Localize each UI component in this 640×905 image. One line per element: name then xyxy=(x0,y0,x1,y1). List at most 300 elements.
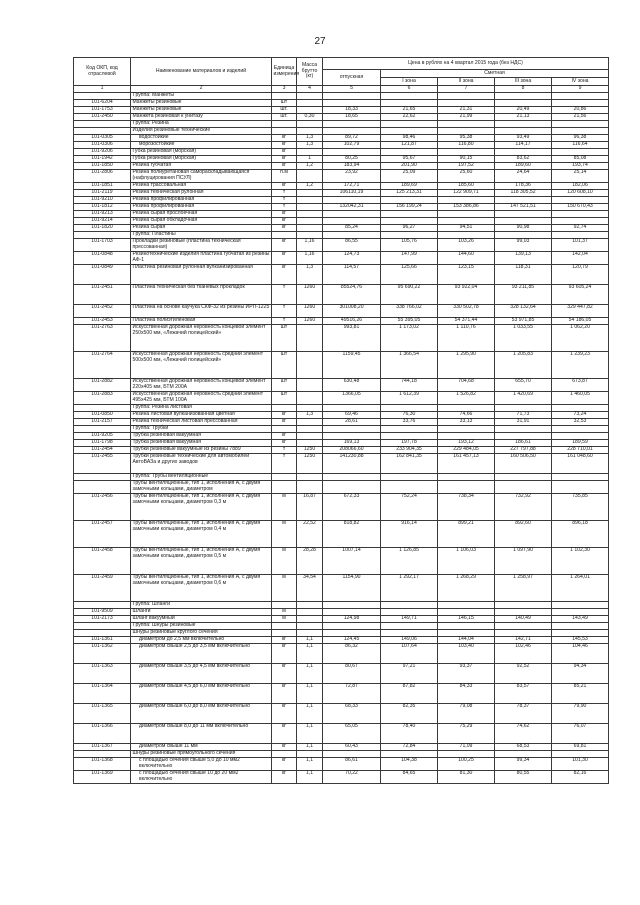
item-code: 101-1753 xyxy=(74,107,131,114)
price-wholesale: 80,25 xyxy=(323,156,381,163)
header-estimate: Сметная xyxy=(381,70,609,78)
item-name: Резина профилированная xyxy=(131,204,272,211)
item-unit: шт xyxy=(272,392,297,405)
price-zone-2 xyxy=(438,623,495,630)
item-unit: кг xyxy=(272,149,297,156)
price-zone-2: 75,29 xyxy=(438,724,495,744)
price-zone-1: 147,99 xyxy=(381,252,438,265)
item-unit: кг xyxy=(272,265,297,285)
item-mass: 1,1 xyxy=(297,704,323,724)
price-zone-1: 98,46 xyxy=(381,135,438,142)
price-zone-4: 94,34 xyxy=(552,664,609,684)
item-mass xyxy=(297,379,323,392)
price-zone-4: 54 186,05 xyxy=(552,318,609,325)
item-name: Резина листовая вулканизованная цветная xyxy=(131,412,272,419)
item-name: Трубы вентиляционные, тип 1, исполнения А, с двумя замочными кольцами, диаметром 0,3 м xyxy=(131,494,272,521)
item-unit: т xyxy=(272,197,297,204)
item-code: 101-2455 xyxy=(74,454,131,474)
price-wholesale: 672,33 xyxy=(323,494,381,521)
item-mass xyxy=(297,426,323,433)
item-code: 101-9210 xyxy=(74,197,131,204)
item-name: Группа: Резина листовая xyxy=(131,405,272,412)
price-zone-3: 83,62 xyxy=(495,156,552,163)
price-zone-3: 93 211,85 xyxy=(495,285,552,305)
price-wholesale xyxy=(323,602,381,609)
price-zone-1: 105,76 xyxy=(381,239,438,252)
price-zone-2: 100,25 xyxy=(438,758,495,771)
price-zone-3 xyxy=(495,602,552,609)
price-zone-2: 144,60 xyxy=(438,252,495,265)
price-wholesale: 1366,05 xyxy=(323,392,381,405)
price-wholesale xyxy=(323,481,381,494)
item-mass: 1,1 xyxy=(297,724,323,744)
item-unit: м xyxy=(272,521,297,548)
item-code: 101-2173 xyxy=(74,616,131,623)
table-row xyxy=(74,265,609,285)
price-wholesale: 1154,90 xyxy=(323,575,381,602)
price-zone-4: 673,87 xyxy=(552,379,609,392)
item-unit: кг xyxy=(272,684,297,704)
item-code: 101-2806 xyxy=(74,170,131,183)
price-zone-4: 1 102,30 xyxy=(552,548,609,575)
price-zone-2: 197,52 xyxy=(438,163,495,170)
table-row xyxy=(74,704,609,724)
price-zone-1: 149,71 xyxy=(381,616,438,623)
price-zone-1: 22,62 xyxy=(381,114,438,121)
price-zone-4: 1 062,20 xyxy=(552,325,609,352)
item-name: Группа: Трубки xyxy=(131,426,272,433)
item-code: 101-2459 xyxy=(74,575,131,602)
item-code: 101-1942 xyxy=(74,156,131,163)
item-mass: 1,1 xyxy=(297,684,323,704)
price-zone-4 xyxy=(552,93,609,100)
col-num: 7 xyxy=(438,86,495,93)
price-zone-3 xyxy=(495,426,552,433)
price-zone-2: 1 110,76 xyxy=(438,325,495,352)
price-zone-4: 150 670,43 xyxy=(552,204,609,211)
price-zone-2: 330 502,78 xyxy=(438,305,495,318)
price-zone-4: 120 608,10 xyxy=(552,190,609,197)
price-zone-2: 116,80 xyxy=(438,142,495,149)
item-code xyxy=(74,474,131,481)
col-num: 8 xyxy=(495,86,552,93)
price-zone-1 xyxy=(381,481,438,494)
item-name: диаметром свыше 2,5 до 3,5 мм включительно xyxy=(131,644,272,664)
item-name: Трубы вентиляционные, тип 1, исполнения А, с двумя замочными кольцами, диаметром 0,4 м xyxy=(131,521,272,548)
item-code: 101-1369 xyxy=(74,771,131,784)
item-unit: шт xyxy=(272,352,297,379)
table-row xyxy=(74,644,609,664)
price-zone-1: 189,69 xyxy=(381,183,438,190)
price-zone-2: 74,66 xyxy=(438,412,495,419)
item-name: диаметром свыше 11 мм xyxy=(131,744,272,751)
price-wholesale: 106110,19 xyxy=(323,190,381,197)
item-code: 101-2452 xyxy=(74,305,131,318)
price-zone-3: 92,52 xyxy=(495,664,552,684)
item-code: 101-1361 xyxy=(74,637,131,644)
table-row xyxy=(74,481,609,494)
price-wholesale: 65,05 xyxy=(323,724,381,744)
price-zone-4: 79,90 xyxy=(552,704,609,724)
item-name: Манжеты резиновые xyxy=(131,100,272,107)
item-name: Шнуры резиновые прямоугольного сечения xyxy=(131,751,272,758)
price-zone-3: 78,37 xyxy=(495,704,552,724)
item-name: Группа: Шланги xyxy=(131,602,272,609)
item-unit: п.м xyxy=(272,170,297,183)
price-zone-4: 228 710,01 xyxy=(552,447,609,454)
price-zone-2: 1 526,82 xyxy=(438,392,495,405)
price-zone-3 xyxy=(495,121,552,128)
item-name: Трубка резиновая вакуумная xyxy=(131,433,272,440)
table-header xyxy=(74,58,609,93)
col-num: 6 xyxy=(381,86,438,93)
price-zone-4: 189,59 xyxy=(552,440,609,447)
price-zone-3: 160 506,50 xyxy=(495,454,552,474)
item-unit: т xyxy=(272,454,297,474)
price-zone-3: 1 258,97 xyxy=(495,575,552,602)
item-unit: шт xyxy=(272,325,297,352)
price-zone-4 xyxy=(552,426,609,433)
item-name: Губка резиновая (морская) xyxy=(131,156,272,163)
price-zone-4: 25,14 xyxy=(552,170,609,183)
price-zone-2: 95,38 xyxy=(438,135,495,142)
price-zone-1: 149,06 xyxy=(381,637,438,644)
item-mass: 1250 xyxy=(297,447,323,454)
item-code: 101-2764 xyxy=(74,352,131,379)
price-wholesale: 80,67 xyxy=(323,664,381,684)
item-name: диаметром свыше 3,5 до 4,5 мм включительно xyxy=(131,664,272,684)
price-zone-1 xyxy=(381,211,438,218)
item-code: 101-9214 xyxy=(74,218,131,225)
price-zone-4 xyxy=(552,121,609,128)
price-zone-1: 33,76 xyxy=(381,419,438,426)
item-code: 101-2157 xyxy=(74,419,131,426)
item-unit: кг xyxy=(272,252,297,265)
price-zone-4: 76,07 xyxy=(552,724,609,744)
item-mass: 1250 xyxy=(297,454,323,474)
price-zone-2: 33,13 xyxy=(438,419,495,426)
price-zone-2: 21,99 xyxy=(438,114,495,121)
item-mass xyxy=(297,170,323,183)
price-wholesale: 993,81 xyxy=(323,325,381,352)
table-row xyxy=(74,521,609,548)
price-zone-1: 95,67 xyxy=(381,156,438,163)
item-mass: 1,2 xyxy=(297,163,323,170)
item-code: 101-2451 xyxy=(74,285,131,305)
price-zone-1: 95 690,22 xyxy=(381,285,438,305)
header-price: Цена в рублях на 4 квартал 2015 года (без НДС) xyxy=(323,58,609,70)
item-mass xyxy=(297,218,323,225)
item-code: 101-9205 xyxy=(74,433,131,440)
price-zone-2: 71,09 xyxy=(438,744,495,751)
price-zone-4: 116,64 xyxy=(552,142,609,149)
header-zone-4: IV зона xyxy=(552,78,609,86)
item-code: 101-1850 xyxy=(74,163,131,170)
table-row xyxy=(74,325,609,352)
group-row xyxy=(74,602,609,609)
item-name: Искусственная дорожная неровность концевой элемент 250х500 мм, «Лежачий полицейский» xyxy=(131,325,272,352)
item-unit: кг xyxy=(272,135,297,142)
item-unit: м xyxy=(272,548,297,575)
table-row xyxy=(74,494,609,521)
price-zone-4: 1 460,05 xyxy=(552,392,609,405)
price-zone-3: 83,57 xyxy=(495,684,552,704)
price-zone-3: 140,49 xyxy=(495,616,552,623)
item-name: Пластина резиновая рулонная вулканизированная xyxy=(131,265,272,285)
item-mass: 1260 xyxy=(297,318,323,325)
price-zone-2: 123,15 xyxy=(438,265,495,285)
price-zone-3: 186,61 xyxy=(495,440,552,447)
price-wholesale: 60,43 xyxy=(323,744,381,751)
item-unit: кг xyxy=(272,433,297,440)
price-wholesale: 124,73 xyxy=(323,252,381,265)
item-unit: т xyxy=(272,305,297,318)
item-code: 101-2883 xyxy=(74,392,131,405)
item-mass: 1,2 xyxy=(297,183,323,190)
price-zone-1: 87,82 xyxy=(381,684,438,704)
item-code: 101-1367 xyxy=(74,744,131,751)
item-mass: 1,1 xyxy=(297,744,323,751)
price-zone-3: 21,13 xyxy=(495,114,552,121)
price-zone-3: 139,13 xyxy=(495,252,552,265)
item-unit: кг xyxy=(272,758,297,771)
price-wholesale xyxy=(323,121,381,128)
price-zone-3: 1 205,83 xyxy=(495,352,552,379)
price-zone-2: 1 268,29 xyxy=(438,575,495,602)
price-wholesale: 86,55 xyxy=(323,239,381,252)
price-table xyxy=(73,57,609,784)
item-name: Группа: Шнуры резиновые xyxy=(131,623,272,630)
price-zone-3 xyxy=(495,474,552,481)
col-num: 2 xyxy=(131,86,272,93)
item-name: Шнуры резиновые круглого сечения xyxy=(131,630,272,637)
price-zone-4: 21,56 xyxy=(552,114,609,121)
item-unit: кг xyxy=(272,771,297,784)
item-code: 101-0848 xyxy=(74,252,131,265)
price-zone-2: 1 106,03 xyxy=(438,548,495,575)
price-wholesale: 28,61 xyxy=(323,419,381,426)
price-zone-2: 81,30 xyxy=(438,771,495,784)
item-name: Губка резиновая (морская) xyxy=(131,149,272,156)
item-unit: кг xyxy=(272,239,297,252)
table-row xyxy=(74,392,609,405)
price-zone-3: 90,98 xyxy=(495,225,552,232)
item-code: 101-1820 xyxy=(74,225,131,232)
price-zone-3: 328 132,64 xyxy=(495,305,552,318)
item-unit: кг xyxy=(272,419,297,426)
price-wholesale: 86,32 xyxy=(323,644,381,664)
price-zone-4: 142,04 xyxy=(552,252,609,265)
item-unit: кг xyxy=(272,724,297,744)
item-code: 101-2457 xyxy=(74,521,131,548)
item-name: Резина трассовальная xyxy=(131,183,272,190)
item-mass xyxy=(297,419,323,426)
item-mass xyxy=(297,616,323,623)
item-name: Группа: Манжеты xyxy=(131,93,272,100)
price-wholesale: 89,72 xyxy=(323,135,381,142)
price-zone-3: 732,92 xyxy=(495,494,552,521)
price-zone-3: 74,62 xyxy=(495,724,552,744)
price-wholesale xyxy=(323,474,381,481)
price-wholesale: 141230,88 xyxy=(323,454,381,474)
price-zone-1: 104,38 xyxy=(381,758,438,771)
price-wholesale: 85524,76 xyxy=(323,285,381,305)
table-row xyxy=(74,664,609,684)
item-code: 101-1812 xyxy=(74,204,131,211)
item-unit xyxy=(272,623,297,630)
table-row xyxy=(74,170,609,183)
price-wholesale xyxy=(323,211,381,218)
price-zone-1: 76,30 xyxy=(381,412,438,419)
price-wholesale: 49516,26 xyxy=(323,318,381,325)
price-zone-1: 744,18 xyxy=(381,379,438,392)
price-zone-1: 916,14 xyxy=(381,521,438,548)
item-unit: кг xyxy=(272,637,297,644)
item-mass xyxy=(297,474,323,481)
price-wholesale: 85,24 xyxy=(323,225,381,232)
item-code: 101-1798 xyxy=(74,440,131,447)
price-zone-4: 896,18 xyxy=(552,521,609,548)
price-zone-4: 193,74 xyxy=(552,163,609,170)
item-code: 101-2119 xyxy=(74,190,131,197)
item-code: 101-2882 xyxy=(74,379,131,392)
price-zone-2: 122 909,71 xyxy=(438,190,495,197)
header-wholesale: отпускная xyxy=(323,70,381,86)
price-wholesale: 132042,31 xyxy=(323,204,381,211)
price-zone-3: 68,53 xyxy=(495,744,552,751)
item-unit: кг xyxy=(272,440,297,447)
price-zone-1: 1 173,02 xyxy=(381,325,438,352)
price-zone-4: 1 239,23 xyxy=(552,352,609,379)
item-code: 101-9509 xyxy=(74,609,131,616)
price-zone-4: 120,79 xyxy=(552,265,609,285)
price-zone-1: 97,21 xyxy=(381,664,438,684)
item-unit: кг xyxy=(272,412,297,419)
item-name: Манжета резиновая к унитазу xyxy=(131,114,272,121)
price-zone-1: 1 612,39 xyxy=(381,392,438,405)
item-name: Группа: Пластины xyxy=(131,232,272,239)
item-unit xyxy=(272,481,297,494)
price-zone-1 xyxy=(381,93,438,100)
price-wholesale: 70,22 xyxy=(323,771,381,784)
price-zone-2: 1 295,90 xyxy=(438,352,495,379)
price-zone-4: 85,08 xyxy=(552,156,609,163)
item-name: Трубы вентиляционные, тип 1, исполнения А, с двумя замочными кольцами, диаметром 0,6 м xyxy=(131,575,272,602)
item-code: 101-2450 xyxy=(74,114,131,121)
header-zone-1: I зона xyxy=(381,78,438,86)
table-row xyxy=(74,575,609,602)
item-name: Шланги xyxy=(131,609,272,616)
price-wholesale: 172,71 xyxy=(323,183,381,190)
header-zone-3: III зона xyxy=(495,78,552,86)
table-row xyxy=(74,305,609,318)
price-zone-4: 73,24 xyxy=(552,412,609,419)
table-row xyxy=(74,724,609,744)
price-zone-2 xyxy=(438,426,495,433)
price-zone-2: 704,68 xyxy=(438,379,495,392)
item-mass: 1,3 xyxy=(297,265,323,285)
item-unit: т xyxy=(272,190,297,197)
item-unit: м xyxy=(272,494,297,521)
price-wholesale xyxy=(323,426,381,433)
item-unit: т xyxy=(272,318,297,325)
price-zone-2: 144,04 xyxy=(438,637,495,644)
item-mass xyxy=(297,623,323,630)
price-zone-3: 71,73 xyxy=(495,412,552,419)
price-zone-1: 55 395,05 xyxy=(381,318,438,325)
price-zone-2: 229 484,05 xyxy=(438,447,495,454)
item-code: 101-0849 xyxy=(74,265,131,285)
price-zone-2 xyxy=(438,602,495,609)
item-mass xyxy=(297,197,323,204)
header-name: Наименование материалов и изделий xyxy=(131,58,272,86)
price-zone-4 xyxy=(552,481,609,494)
item-code: 101-0306 xyxy=(74,142,131,149)
item-unit: кг xyxy=(272,664,297,684)
item-code: 101-2453 xyxy=(74,318,131,325)
price-zone-1: 82,35 xyxy=(381,704,438,724)
price-zone-4: 101,30 xyxy=(552,758,609,771)
price-zone-1 xyxy=(381,426,438,433)
item-name: диаметром свыше 6,0 до 8,0 мм включительно xyxy=(131,704,272,724)
item-mass: 1,1 xyxy=(297,644,323,664)
item-name: с площадью сечения свыше 10 до 20 мм2 включительно xyxy=(131,771,272,784)
price-zone-3: 178,36 xyxy=(495,183,552,190)
item-unit: кг xyxy=(272,183,297,190)
item-unit: м xyxy=(272,575,297,602)
price-wholesale: 114,57 xyxy=(323,265,381,285)
price-wholesale: 18,33 xyxy=(323,107,381,114)
price-zone-3: 118 305,52 xyxy=(495,190,552,197)
table-row xyxy=(74,771,609,784)
price-zone-2: 90,15 xyxy=(438,156,495,163)
price-zone-1 xyxy=(381,474,438,481)
price-zone-2 xyxy=(438,121,495,128)
price-zone-4: 92,74 xyxy=(552,225,609,232)
item-mass: 22,52 xyxy=(297,521,323,548)
item-code xyxy=(74,481,131,494)
item-mass xyxy=(297,225,323,232)
item-name: диаметром свыше 8,0 до 11 мм включительно xyxy=(131,724,272,744)
table-row xyxy=(74,548,609,575)
price-zone-3: 1 033,55 xyxy=(495,325,552,352)
item-mass: 1,1 xyxy=(297,758,323,771)
price-zone-4 xyxy=(552,602,609,609)
price-wholesale: 208066,60 xyxy=(323,447,381,454)
price-zone-4: 32,53 xyxy=(552,419,609,426)
price-wholesale: 102,79 xyxy=(323,142,381,149)
price-zone-4: 93 605,24 xyxy=(552,285,609,305)
item-mass: 1260 xyxy=(297,305,323,318)
item-mass: 1,16 xyxy=(297,252,323,265)
price-zone-1: 72,84 xyxy=(381,744,438,751)
price-zone-4 xyxy=(552,623,609,630)
price-zone-1: 233 904,35 xyxy=(381,447,438,454)
item-mass xyxy=(297,481,323,494)
price-zone-4: 145,53 xyxy=(552,637,609,644)
price-zone-1: 1 292,17 xyxy=(381,575,438,602)
item-name: Резина профилированная xyxy=(131,197,272,204)
price-zone-3: 892,60 xyxy=(495,521,552,548)
price-zone-3: 99,34 xyxy=(495,758,552,771)
price-zone-3: 31,91 xyxy=(495,419,552,426)
item-name: Манжеты резиновые xyxy=(131,107,272,114)
item-code: 101-1703 xyxy=(74,239,131,252)
price-zone-2: 193,12 xyxy=(438,440,495,447)
price-wholesale: 86,61 xyxy=(323,758,381,771)
price-zone-4: 161 048,60 xyxy=(552,454,609,474)
item-unit xyxy=(272,474,297,481)
